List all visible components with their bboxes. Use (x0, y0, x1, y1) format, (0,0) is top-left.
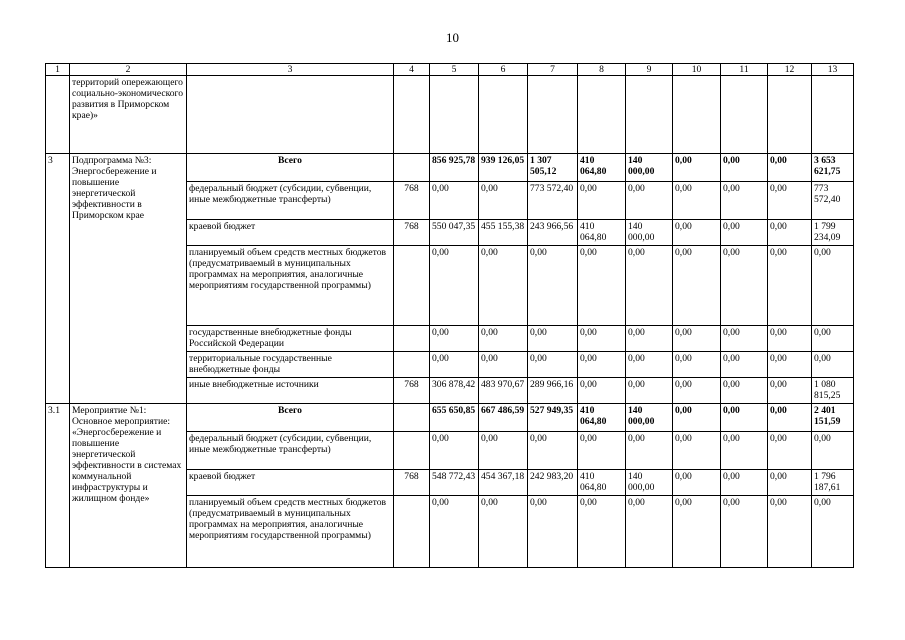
column-header: 11 (721, 64, 768, 76)
amount-cell: 0,00 (812, 326, 854, 352)
amount-cell: 0,00 (768, 470, 812, 496)
amount-cell: 0,00 (626, 496, 673, 568)
column-header: 9 (626, 64, 673, 76)
amount-cell (812, 76, 854, 154)
amount-cell: 0,00 (768, 496, 812, 568)
amount-cell: 0,00 (528, 326, 578, 352)
amount-cell: 1 799 234,09 (812, 220, 854, 246)
header-row (46, 64, 854, 76)
amount-cell: 1 080 815,25 (812, 378, 854, 404)
amount-cell: 655 650,85 (430, 404, 479, 432)
column-header: 7 (528, 64, 578, 76)
amount-cell: 0,00 (578, 432, 626, 470)
amount-cell: 140 000,00 (626, 470, 673, 496)
amount-cell: 410 064,80 (578, 404, 626, 432)
funding-source-cell: Всего (187, 154, 394, 182)
page-number: 10 (446, 30, 459, 45)
funding-source-cell: планируемый объем средств местных бюджетов (предусматриваемый в муниципальных программах на мероприятия, аналогичные мероприятиям государственной программы) (187, 496, 394, 568)
amount-cell: 0,00 (578, 378, 626, 404)
amount-cell: 140 000,00 (626, 154, 673, 182)
amount-cell: 0,00 (673, 496, 721, 568)
amount-cell: 0,00 (721, 378, 768, 404)
amount-cell: 0,00 (528, 432, 578, 470)
column-header: 5 (430, 64, 479, 76)
amount-cell: 0,00 (673, 246, 721, 326)
funding-source-cell: территориальные государственные внебюджетные фонды (187, 352, 394, 378)
amount-cell (430, 76, 479, 154)
amount-cell: 410 064,80 (578, 154, 626, 182)
amount-cell: 0,00 (673, 470, 721, 496)
amount-cell: 0,00 (721, 404, 768, 432)
amount-cell: 0,00 (673, 352, 721, 378)
code-cell: 768 (394, 182, 430, 220)
amount-cell: 0,00 (479, 326, 528, 352)
amount-cell: 0,00 (721, 496, 768, 568)
code-cell: 768 (394, 470, 430, 496)
amount-cell: 0,00 (578, 246, 626, 326)
amount-cell: 0,00 (721, 182, 768, 220)
column-header: 10 (673, 64, 721, 76)
amount-cell: 0,00 (768, 352, 812, 378)
table-row (46, 404, 854, 432)
amount-cell: 0,00 (626, 326, 673, 352)
amount-cell (673, 76, 721, 154)
code-cell (394, 154, 430, 182)
amount-cell: 0,00 (528, 352, 578, 378)
column-header: 3 (187, 64, 394, 76)
section-number-cell (46, 76, 70, 154)
amount-cell: 548 772,43 (430, 470, 479, 496)
table-row (46, 76, 854, 154)
amount-cell: 0,00 (430, 182, 479, 220)
amount-cell: 0,00 (626, 182, 673, 220)
amount-cell: 0,00 (528, 246, 578, 326)
amount-cell: 0,00 (721, 432, 768, 470)
amount-cell: 0,00 (430, 326, 479, 352)
amount-cell: 0,00 (626, 432, 673, 470)
amount-cell: 0,00 (430, 432, 479, 470)
code-cell (394, 352, 430, 378)
amount-cell: 289 966,16 (528, 378, 578, 404)
amount-cell: 0,00 (578, 496, 626, 568)
amount-cell: 0,00 (479, 352, 528, 378)
code-cell: 768 (394, 378, 430, 404)
amount-cell: 140 000,00 (626, 404, 673, 432)
amount-cell: 0,00 (430, 496, 479, 568)
amount-cell (528, 76, 578, 154)
amount-cell: 550 047,35 (430, 220, 479, 246)
amount-cell: 1 796 187,61 (812, 470, 854, 496)
amount-cell: 306 878,42 (430, 378, 479, 404)
amount-cell: 0,00 (673, 432, 721, 470)
amount-cell: 0,00 (673, 326, 721, 352)
amount-cell: 0,00 (673, 220, 721, 246)
column-header: 4 (394, 64, 430, 76)
amount-cell: 0,00 (721, 470, 768, 496)
amount-cell: 0,00 (768, 182, 812, 220)
code-cell (394, 246, 430, 326)
amount-cell: 0,00 (768, 404, 812, 432)
amount-cell: 0,00 (812, 352, 854, 378)
amount-cell: 0,00 (673, 154, 721, 182)
column-header: 12 (768, 64, 812, 76)
amount-cell: 0,00 (768, 246, 812, 326)
amount-cell: 455 155,38 (479, 220, 528, 246)
amount-cell: 0,00 (721, 220, 768, 246)
amount-cell: 483 970,67 (479, 378, 528, 404)
column-header: 6 (479, 64, 528, 76)
amount-cell: 140 000,00 (626, 220, 673, 246)
amount-cell: 0,00 (430, 352, 479, 378)
amount-cell: 773 572,40 (812, 182, 854, 220)
amount-cell: 242 983,20 (528, 470, 578, 496)
amount-cell: 0,00 (673, 182, 721, 220)
column-header: 1 (46, 64, 70, 76)
amount-cell: 0,00 (479, 182, 528, 220)
amount-cell (479, 76, 528, 154)
column-header: 2 (70, 64, 187, 76)
amount-cell: 2 401 151,59 (812, 404, 854, 432)
amount-cell: 0,00 (479, 432, 528, 470)
amount-cell (578, 76, 626, 154)
amount-cell (626, 76, 673, 154)
amount-cell: 0,00 (812, 496, 854, 568)
amount-cell: 0,00 (626, 352, 673, 378)
program-name-cell: Подпрограмма №3: Энергосбережение и повышение энергетической эффективности в Приморском крае (70, 154, 187, 404)
amount-cell: 0,00 (479, 496, 528, 568)
amount-cell (721, 76, 768, 154)
column-header: 8 (578, 64, 626, 76)
amount-cell: 410 064,80 (578, 220, 626, 246)
amount-cell: 0,00 (430, 246, 479, 326)
section-number-cell: 3 (46, 154, 70, 404)
code-cell (394, 76, 430, 154)
amount-cell: 0,00 (578, 352, 626, 378)
amount-cell: 0,00 (812, 246, 854, 326)
budget-table (45, 63, 854, 568)
amount-cell: 0,00 (528, 496, 578, 568)
amount-cell: 0,00 (578, 182, 626, 220)
table-row (46, 154, 854, 182)
funding-source-cell (187, 76, 394, 154)
amount-cell: 0,00 (479, 246, 528, 326)
amount-cell: 0,00 (721, 352, 768, 378)
code-cell (394, 496, 430, 568)
amount-cell: 856 925,78 (430, 154, 479, 182)
amount-cell: 1 307 505,12 (528, 154, 578, 182)
code-cell: 768 (394, 220, 430, 246)
amount-cell: 0,00 (673, 378, 721, 404)
amount-cell: 0,00 (768, 326, 812, 352)
funding-source-cell: федеральный бюджет (субсидии, субвенции, иные межбюджетные трансферты) (187, 432, 394, 470)
funding-source-cell: краевой бюджет (187, 220, 394, 246)
funding-source-cell: Всего (187, 404, 394, 432)
amount-cell: 0,00 (578, 326, 626, 352)
amount-cell: 0,00 (768, 154, 812, 182)
amount-cell: 773 572,40 (528, 182, 578, 220)
code-cell (394, 404, 430, 432)
code-cell (394, 432, 430, 470)
amount-cell: 0,00 (768, 432, 812, 470)
amount-cell: 527 949,35 (528, 404, 578, 432)
funding-source-cell: краевой бюджет (187, 470, 394, 496)
amount-cell: 410 064,80 (578, 470, 626, 496)
program-name-cell: Мероприятие №1: Основное мероприятие: «Энергосбережение и повышение энергетической эффективности в системах коммунальной инфраструктуры и жилищном фонде» (70, 404, 187, 568)
amount-cell: 0,00 (721, 154, 768, 182)
section-number-cell: 3.1 (46, 404, 70, 568)
funding-source-cell: государственные внебюджетные фонды Российской Федерации (187, 326, 394, 352)
amount-cell: 0,00 (721, 326, 768, 352)
funding-source-cell: планируемый объем средств местных бюджетов (предусматриваемый в муниципальных программах на мероприятия, аналогичные мероприятиям государственной программы) (187, 246, 394, 326)
funding-source-cell: иные внебюджетные источники (187, 378, 394, 404)
amount-cell (768, 76, 812, 154)
amount-cell: 0,00 (812, 432, 854, 470)
amount-cell: 0,00 (626, 246, 673, 326)
program-name-cell: территорий опережающего социально-экономического развития в Приморском крае)» (70, 76, 187, 154)
amount-cell: 667 486,59 (479, 404, 528, 432)
code-cell (394, 326, 430, 352)
amount-cell: 0,00 (673, 404, 721, 432)
amount-cell: 454 367,18 (479, 470, 528, 496)
amount-cell: 243 966,56 (528, 220, 578, 246)
amount-cell: 939 126,05 (479, 154, 528, 182)
amount-cell: 0,00 (768, 220, 812, 246)
funding-source-cell: федеральный бюджет (субсидии, субвенции, иные межбюджетные трансферты) (187, 182, 394, 220)
amount-cell: 0,00 (721, 246, 768, 326)
amount-cell: 0,00 (626, 378, 673, 404)
amount-cell: 3 653 621,75 (812, 154, 854, 182)
amount-cell: 0,00 (768, 378, 812, 404)
column-header: 13 (812, 64, 854, 76)
